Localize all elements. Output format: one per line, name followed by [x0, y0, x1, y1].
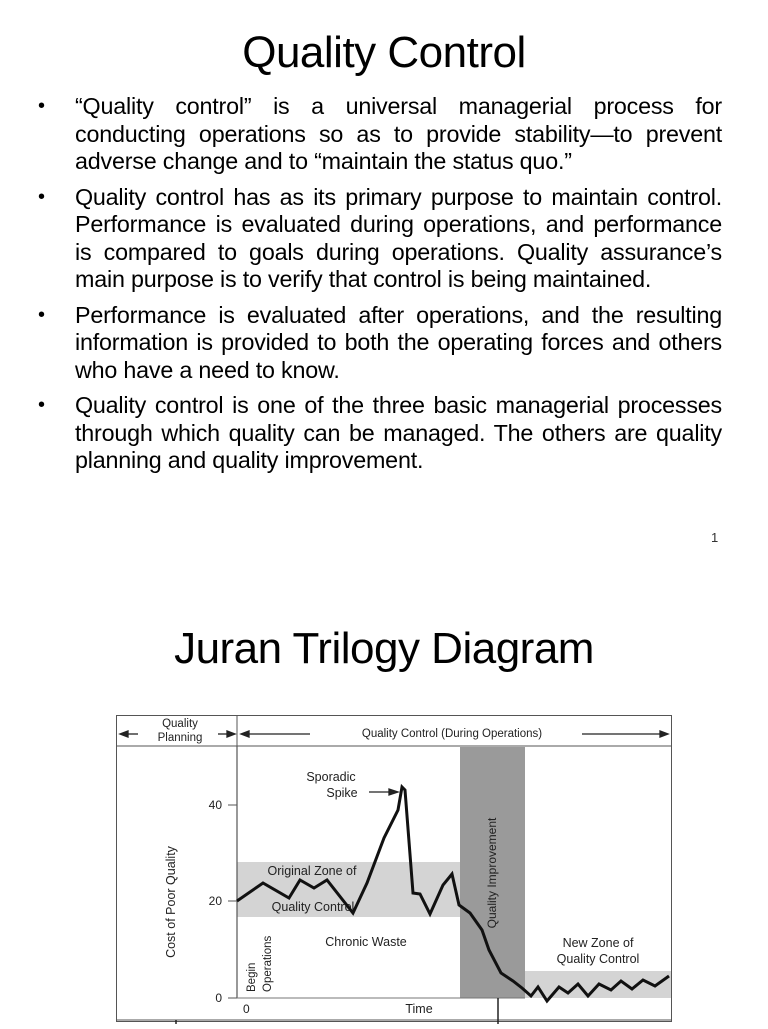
begin-label: Begin [246, 962, 258, 992]
bullet-icon: • [38, 95, 45, 117]
quality-planning-label-2: Planning [157, 732, 203, 744]
x-axis-label: Time [405, 1002, 433, 1016]
bullet-list [32, 93, 722, 483]
y-axis-label: Cost of Poor Quality [164, 846, 178, 958]
page-number: 1 [711, 530, 719, 545]
y-tick-label-40: 40 [208, 798, 222, 812]
bullet-item [32, 93, 722, 176]
x-tick-label-0: 0 [243, 1002, 250, 1016]
juran-trilogy-chart [0, 700, 768, 1024]
sporadic-label-1: Sporadic [306, 770, 356, 784]
bullet-text: Quality control is one of the three basic managerial processes through which quality can be managed. The others are quality planning and quality improvement. [75, 392, 722, 473]
new-zone-label-1: New Zone of [562, 936, 634, 950]
slide-title-quality-control: Quality Control [242, 28, 526, 77]
bullet-icon: • [38, 303, 45, 326]
bullet-text: Performance is evaluated after operations, and the resulting information is provided to both the operating forces and others who have a need to know. [75, 301, 722, 383]
quality-improvement-label: Quality Improvement [485, 817, 499, 929]
operations-label: Operations [262, 935, 274, 992]
bullet-icon: • [38, 185, 45, 208]
quality-control-header-label: Quality Control (During Operations) [361, 728, 543, 740]
bullet-text: “Quality control” is a universal managerial process for conducting operations so as to provide stability—to prevent adverse change and to “maintain the status quo.” [75, 93, 722, 174]
original-zone-label-2: Quality Control [271, 900, 355, 914]
bullet-item [32, 184, 722, 294]
bullet-text: Quality control has as its primary purpose to maintain control. Performance is evaluated during operations, and performance is compared to goals during operations. Quality assurance’s main purpose is to verify that control is being maintained. [75, 183, 722, 292]
new-zone-label-2: Quality Control [556, 952, 640, 966]
y-tick-label-20: 20 [208, 894, 222, 908]
slide-title-juran-trilogy: Juran Trilogy Diagram [174, 624, 594, 673]
bullet-item [32, 302, 722, 385]
sporadic-label-2: Spike [326, 786, 358, 800]
chronic-waste-label: Chronic Waste [325, 935, 407, 949]
y-tick-label-0: 0 [215, 991, 222, 1005]
bullet-item [32, 392, 722, 475]
quality-planning-label-1: Quality [162, 718, 198, 730]
bullet-icon: • [38, 394, 45, 416]
original-zone-label-1: Original Zone of [267, 864, 357, 878]
